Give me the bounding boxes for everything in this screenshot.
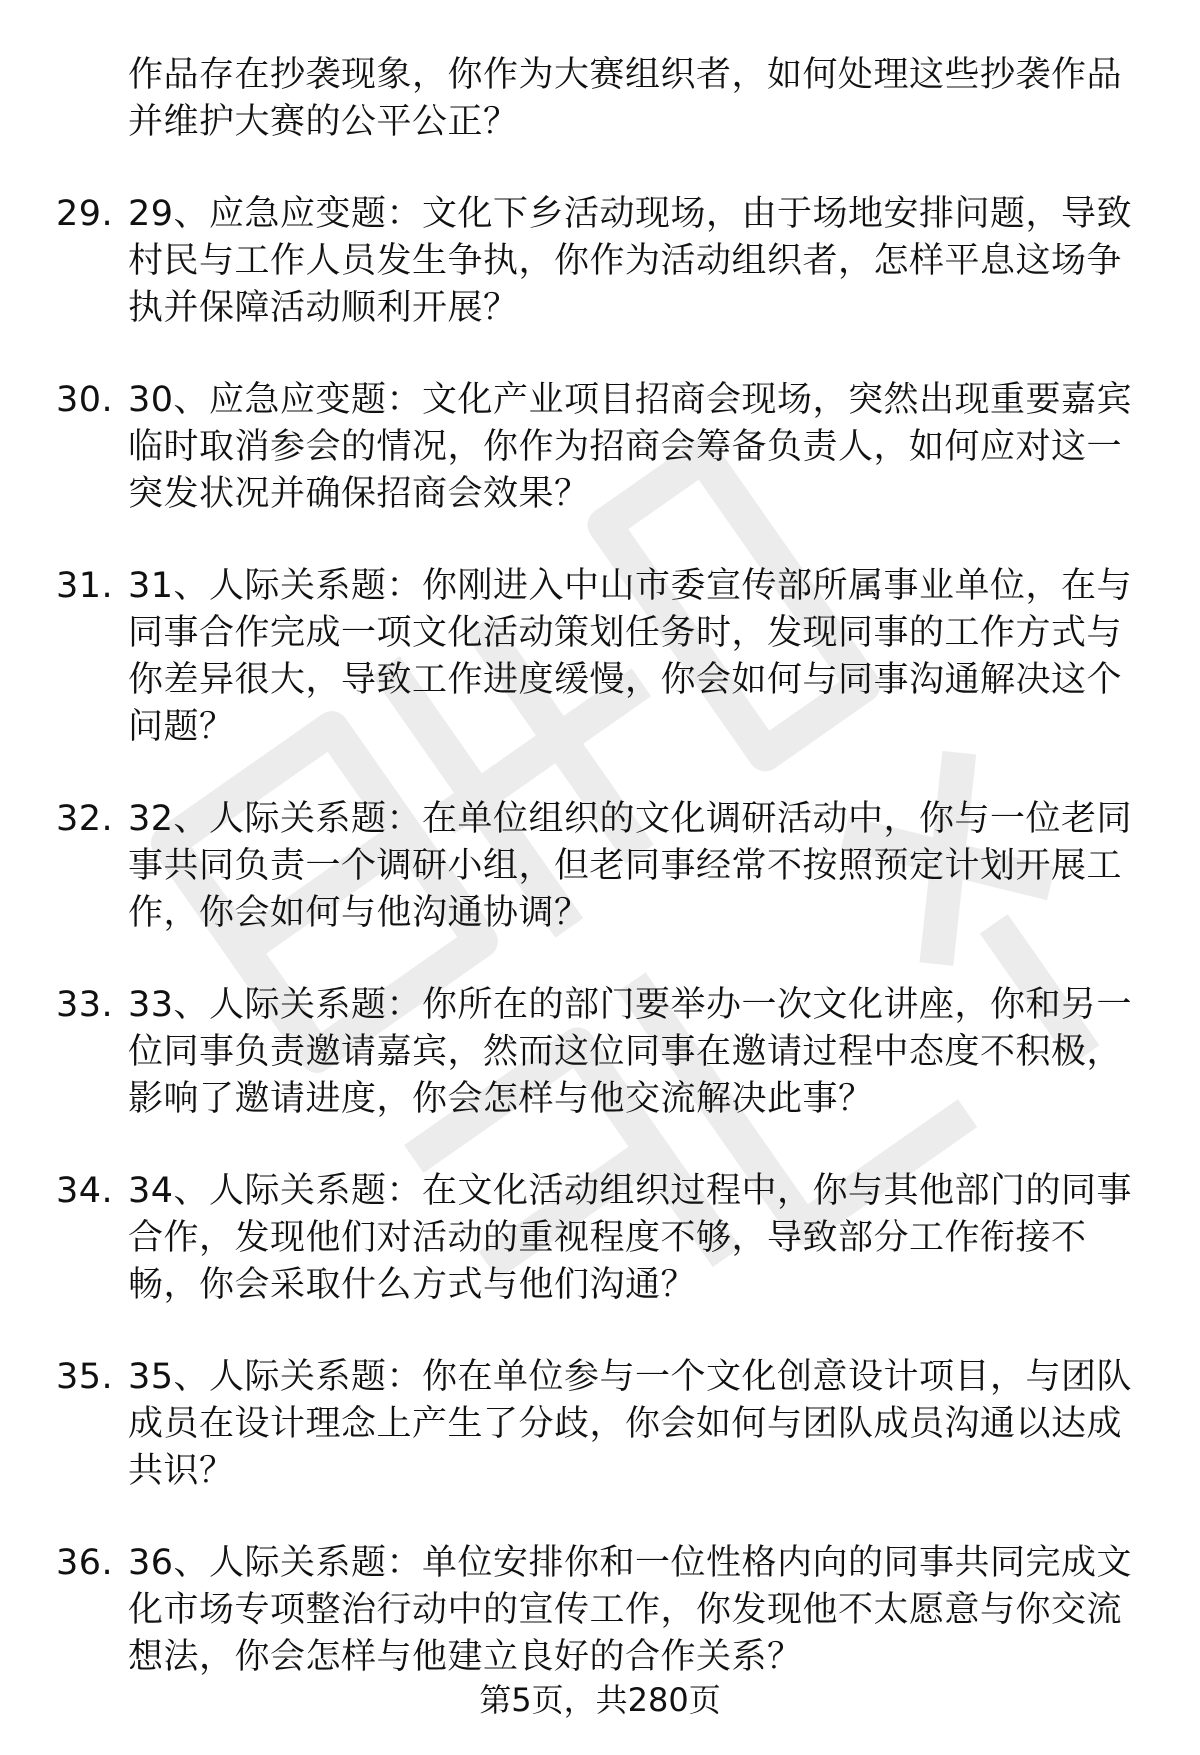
list-item-text: 33、人际关系题：你所在的部门要举办一次文化讲座，你和另一位同事负责邀请嘉宾，然而这位同事在邀请过程中态度不积极，影响了邀请进度，你会怎样与他交流解决此事？ <box>128 985 1133 1119</box>
page-content <box>0 52 1200 1681</box>
list-item <box>0 563 1148 751</box>
list-item-number: 30. <box>56 380 114 420</box>
list-item <box>0 377 1148 518</box>
list-item <box>0 796 1148 937</box>
list-item-number: 31. <box>56 566 114 606</box>
list-item <box>0 191 1148 332</box>
list-item-number: 32. <box>56 799 114 839</box>
list-item-text: 36、人际关系题：单位安排你和一位性格内向的同事共同完成文化市场专项整治行动中的宣传工作，你发现他不太愿意与你交流想法，你会怎样与他建立良好的合作关系？ <box>128 1543 1133 1677</box>
list-item-text: 32、人际关系题：在单位组织的文化调研活动中，你与一位老同事共同负责一个调研小组，但老同事经常不按照预定计划开展工作，你会如何与他沟通协调？ <box>128 799 1133 933</box>
list-item-text: 29、应急应变题：文化下乡活动现场，由于场地安排问题，导致村民与工作人员发生争执，你作为活动组织者，怎样平息这场争执并保障活动顺利开展？ <box>128 194 1133 328</box>
list-item-text: 35、人际关系题：你在单位参与一个文化创意设计项目，与团队成员在设计理念上产生了分歧，你会如何与团队成员沟通以达成共识？ <box>128 1357 1133 1491</box>
list-item-number: 29. <box>56 194 114 234</box>
list-item <box>0 1540 1148 1681</box>
list-item <box>0 1168 1148 1309</box>
list-item <box>0 1354 1148 1495</box>
question-list <box>0 191 1200 1681</box>
list-item-text: 30、应急应变题：文化产业项目招商会现场，突然出现重要嘉宾临时取消参会的情况，你作为招商会筹备负责人，如何应对这一突发状况并确保招商会效果？ <box>128 380 1133 514</box>
list-item-text: 31、人际关系题：你刚进入中山市委宣传部所属事业单位，在与同事合作完成一项文化活动策划任务时，发现同事的工作方式与你差异很大，导致工作进度缓慢，你会如何与同事沟通解决这个问题？ <box>128 566 1133 747</box>
continued-question-text: 作品存在抄袭现象，你作为大赛组织者，如何处理这些抄袭作品并维护大赛的公平公正？ <box>128 55 1123 142</box>
list-item <box>0 982 1148 1123</box>
list-item-number: 35. <box>56 1357 114 1397</box>
page-number-label: 第5页，共280页 <box>479 1681 721 1719</box>
list-item-number: 36. <box>56 1543 114 1583</box>
page-footer <box>0 1680 1200 1720</box>
list-item-number: 34. <box>56 1171 114 1211</box>
list-item-number: 33. <box>56 985 114 1025</box>
list-item-text: 34、人际关系题：在文化活动组织过程中，你与其他部门的同事合作，发现他们对活动的重视程度不够，导致部分工作衔接不畅，你会采取什么方式与他们沟通？ <box>128 1171 1133 1305</box>
